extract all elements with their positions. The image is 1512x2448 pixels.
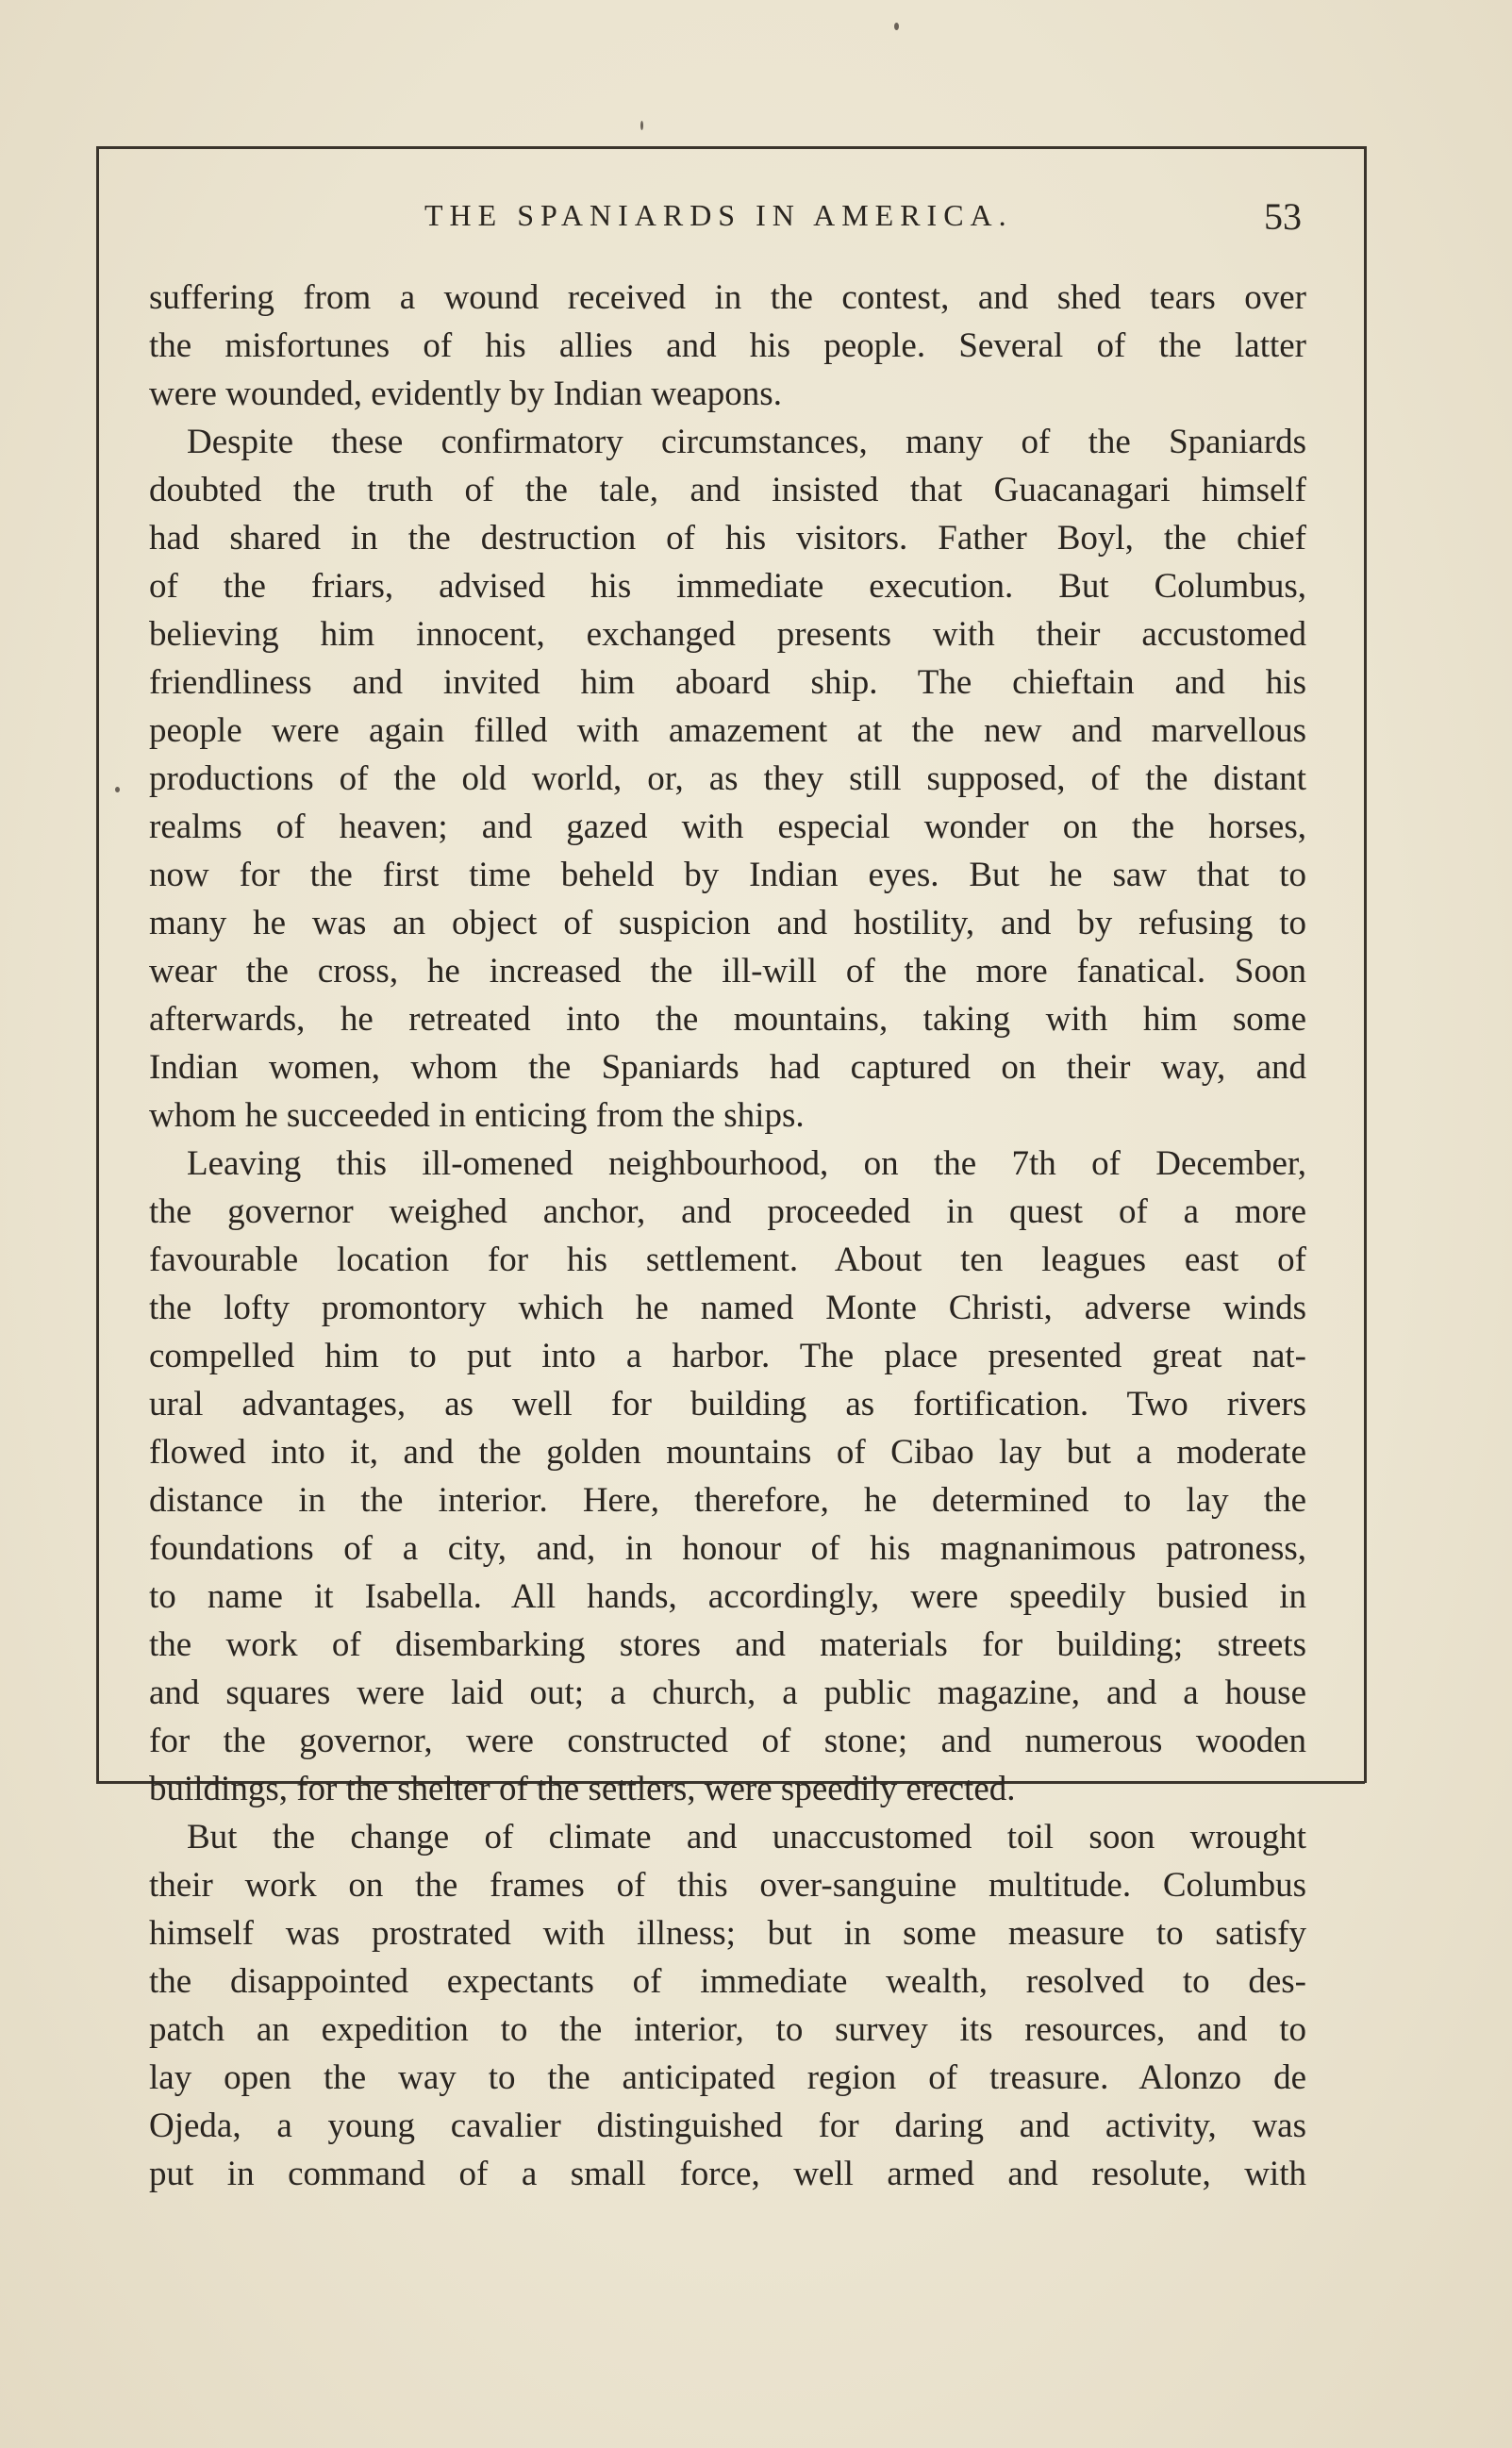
body-text [149,274,1306,2198]
text-line: now for the first time beheld by Indian eyes. But he saw that to [149,856,1306,894]
text-line: favourable location for his settlement. About ten leagues east of [149,1241,1306,1279]
text-line: for the governor, were constructed of stone; and numerous wooden [149,1722,1306,1760]
text-line: Indian women, whom the Spaniards had captured on their way, and [149,1048,1306,1087]
text-line: wear the cross, he increased the ill-will of the more fanatical. Soon [149,952,1306,991]
frame-right-rule [1364,146,1367,1783]
frame-left-rule [96,146,99,1783]
text-line: many he was an object of suspicion and hostility, and by refusing to [149,904,1306,942]
text-line: the misfortunes of his allies and his people. Several of the latter [149,326,1306,365]
text-line: had shared in the destruction of his visitors. Father Boyl, the chief [149,519,1306,558]
text-line: suffering from a wound received in the contest, and shed tears over [149,278,1306,317]
text-line: patch an expedition to the interior, to survey its resources, and to [149,2010,1306,2049]
text-line: foundations of a city, and, in honour of his magnanimous patroness, [149,1529,1306,1568]
text-line: were wounded, evidently by Indian weapons. [149,375,782,413]
text-line: But the change of climate and unaccustomed toil soon wrought [187,1818,1306,1857]
text-line: the disappointed expectants of immediate wealth, resolved to des- [149,1962,1306,2001]
text-line: whom he succeeded in enticing from the ships. [149,1096,805,1135]
text-line: productions of the old world, or, as they still supposed, of the distant [149,759,1306,798]
text-line: and squares were laid out; a church, a public magazine, and a house [149,1674,1306,1712]
text-line: lay open the way to the anticipated region of treasure. Alonzo de [149,2058,1306,2097]
text-line: put in command of a small force, well armed and resolute, with [149,2155,1306,2193]
text-line: flowed into it, and the golden mountains of Cibao lay but a moderate [149,1433,1306,1472]
ink-speck [894,23,899,30]
text-line: Ojeda, a young cavalier distinguished for daring and activity, was [149,2107,1306,2145]
text-line: friendliness and invited him aboard ship. The chieftain and his [149,663,1306,702]
text-line: realms of heaven; and gazed with especial wonder on the horses, [149,808,1306,846]
ink-speck [640,121,643,130]
text-line: to name it Isabella. All hands, accordingly, were speedily busied in [149,1577,1306,1616]
text-line: people were again filled with amazement at the new and marvellous [149,711,1306,750]
ink-speck [115,787,120,792]
text-line: himself was prostrated with illness; but in some measure to satisfy [149,1914,1306,1953]
running-head: THE SPANIARDS IN AMERICA. [424,198,1013,232]
text-line: afterwards, he retreated into the mountains, taking with him some [149,1000,1306,1039]
text-line: the governor weighed anchor, and proceeded in quest of a more [149,1192,1306,1231]
text-line: doubted the truth of the tale, and insisted that Guacanagari himself [149,471,1306,509]
text-line: buildings, for the shelter of the settlers, were speedily erected. [149,1770,1016,1808]
text-line: the lofty promontory which he named Monte Christi, adverse winds [149,1289,1306,1327]
text-line: of the friars, advised his immediate execution. But Columbus, [149,567,1306,606]
text-line: compelled him to put into a harbor. The place presented great nat- [149,1337,1306,1375]
text-line: Despite these confirmatory circumstances, many of the Spaniards [187,423,1306,461]
text-line: distance in the interior. Here, therefore, he determined to lay the [149,1481,1306,1520]
frame-top-rule [96,146,1365,149]
page-number: 53 [1264,195,1302,238]
text-line: Leaving this ill-omened neighbourhood, on the 7th of December, [187,1144,1306,1183]
text-line: ural advantages, as well for building as fortification. Two rivers [149,1385,1306,1424]
text-line: their work on the frames of this over-sanguine multitude. Columbus [149,1866,1306,1905]
text-line: the work of disembarking stores and materials for building; streets [149,1625,1306,1664]
text-line: believing him innocent, exchanged presents with their accustomed [149,615,1306,654]
